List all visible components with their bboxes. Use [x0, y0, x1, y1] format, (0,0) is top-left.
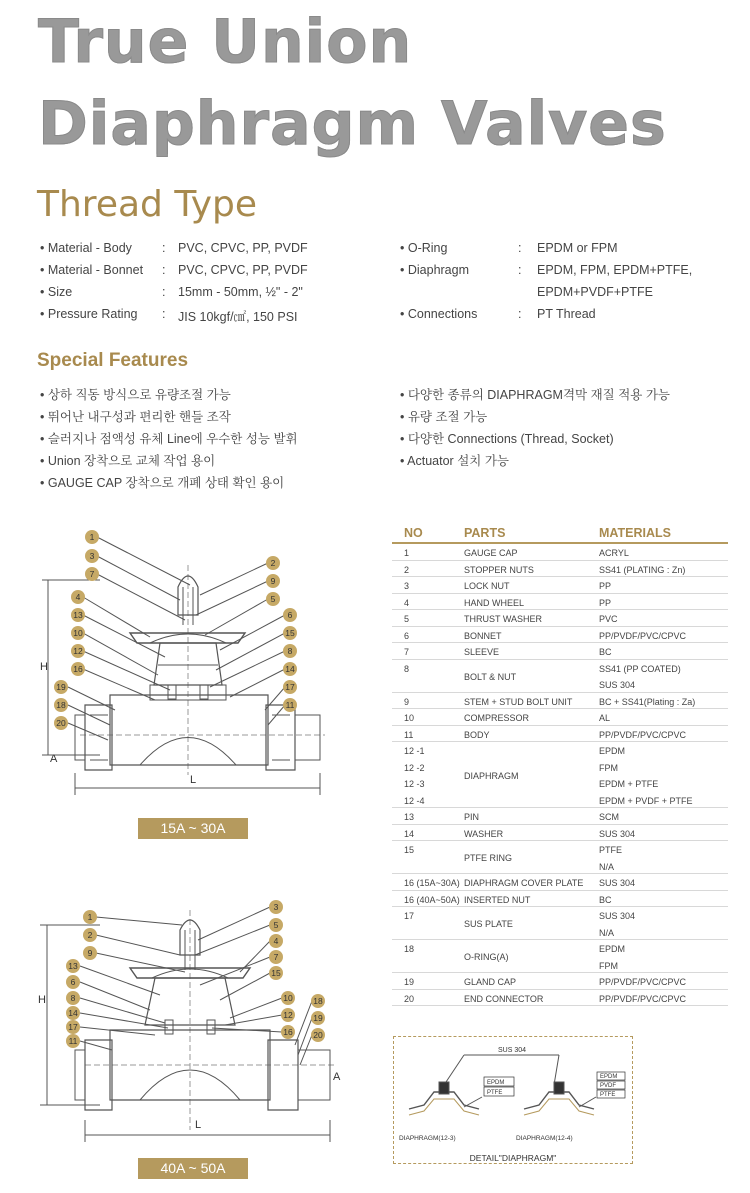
svg-text:9: 9 — [270, 576, 276, 586]
svg-text:5: 5 — [270, 594, 276, 604]
cell-material: PP — [599, 597, 612, 608]
spec-label: • Connections — [400, 307, 478, 321]
table-row — [392, 940, 728, 973]
detail-tag: EPDM — [600, 1074, 618, 1080]
spec-size: • Size : 15mm - 50mm, ½" - 2" — [40, 285, 303, 299]
table-row — [392, 726, 728, 743]
table-row — [392, 643, 728, 660]
special-features-title: Special Features — [37, 350, 189, 371]
cell-no: 2 — [404, 564, 410, 575]
dim-a-label: A — [333, 1071, 341, 1083]
table-row — [392, 825, 728, 842]
cell-part: WASHER — [464, 828, 504, 839]
cell-part: BODY — [464, 729, 490, 740]
cell-no: 7 — [404, 647, 410, 657]
table-row — [392, 907, 728, 940]
svg-text:13: 13 — [68, 961, 78, 971]
cell-part: STEM + STUD BOLT UNIT — [464, 696, 573, 707]
svg-text:4: 4 — [75, 592, 81, 602]
cell-material: PP — [599, 581, 612, 591]
cell-no: 12 -2 — [404, 762, 425, 773]
cell-material: SS41 (PLATING : Zn) — [599, 564, 686, 575]
table-row — [392, 709, 728, 726]
svg-text:2: 2 — [87, 930, 93, 940]
detail-tag: PTFE — [600, 1092, 616, 1098]
spec-value: JIS 10kgf/㎠, 150 PSI — [178, 310, 298, 324]
cell-material: PTFE — [599, 845, 623, 855]
svg-text:17: 17 — [68, 1022, 78, 1032]
svg-text:1: 1 — [89, 532, 95, 542]
table-row — [392, 561, 728, 578]
cell-part: SLEEVE — [464, 647, 500, 657]
svg-text:11: 11 — [68, 1036, 78, 1046]
cell-material: BC + SS41(Plating : Za) — [599, 696, 696, 707]
cell-no: 11 — [404, 729, 414, 740]
diaphragm-detail-drawing — [394, 1037, 630, 1161]
svg-text:3: 3 — [89, 551, 95, 561]
svg-text:7: 7 — [273, 952, 279, 962]
spec-value: EPDM, FPM, EPDM+PTFE, — [537, 263, 693, 277]
table-row — [392, 594, 728, 611]
detail-title: DETAIL"DIAPHRAGM" — [469, 1153, 557, 1163]
svg-text:13: 13 — [73, 610, 83, 620]
cell-part: GAUGE CAP — [464, 548, 518, 558]
cell-material: FPM — [599, 960, 618, 971]
cell-no: 5 — [404, 614, 410, 624]
spec-value: 15mm - 50mm, ½" - 2" — [178, 285, 303, 299]
table-row — [392, 610, 728, 627]
cell-part: BOLT & NUT — [464, 671, 517, 682]
cell-material: ACRYL — [599, 548, 629, 558]
feature-item: • 슬러지나 점액성 유체 Line에 우수한 성능 발휘 — [40, 432, 298, 446]
parts-table-body — [392, 544, 728, 1006]
svg-text:2: 2 — [270, 558, 276, 568]
header-materials: MATERIALS — [599, 526, 671, 540]
cell-material: N/A — [599, 861, 615, 872]
svg-text:19: 19 — [313, 1013, 323, 1023]
spec-value: PVC, CPVC, PP, PVDF — [178, 241, 308, 255]
page-title-line-1: True Union — [38, 7, 413, 77]
detail-sus304-label: SUS 304 — [497, 1047, 527, 1054]
detail-tag: EPDM — [487, 1080, 505, 1086]
spec-o-ring: • O-Ring : EPDM or FPM — [400, 241, 618, 255]
spec-value: PVC, CPVC, PP, PVDF — [178, 263, 308, 277]
valve-drawing-40a-50a — [30, 900, 350, 1145]
header-no: NO — [404, 526, 423, 540]
spec-value: EPDM or FPM — [537, 241, 618, 255]
table-row — [392, 660, 728, 693]
detail-caption-right: DIAPHRAGM(12-4) — [516, 1135, 573, 1142]
spec-label: • O-Ring — [400, 241, 448, 255]
spec-material-bonnet: • Material - Bonnet : PVC, CPVC, PP, PVDF — [40, 263, 308, 277]
svg-text:3: 3 — [273, 902, 279, 912]
feature-item: • 뛰어난 내구성과 편리한 핸들 조작 — [40, 410, 231, 424]
table-row — [392, 808, 728, 825]
cell-material: EPDM + PTFE — [599, 779, 659, 789]
callout-right — [269, 900, 325, 1042]
svg-text:10: 10 — [73, 628, 83, 638]
cell-material: PP/PVDF/PVC/CPVC — [599, 630, 687, 641]
cell-material: EPDM — [599, 944, 626, 954]
cell-part: SUS PLATE — [464, 919, 513, 930]
svg-text:1: 1 — [87, 912, 93, 922]
spec-connections: • Connections : PT Thread — [400, 307, 596, 321]
cell-material: FPM — [599, 762, 618, 773]
dim-l-label: L — [195, 1119, 202, 1131]
dim-l-label: L — [190, 774, 197, 786]
detail-caption-left: DIAPHRAGM(12-3) — [399, 1135, 456, 1142]
svg-text:9: 9 — [87, 948, 93, 958]
detail-tag: PVDF — [600, 1083, 617, 1089]
spec-label: • Diaphragm — [400, 263, 469, 277]
page-title-line-2: Diaphragm Valves — [38, 89, 667, 159]
svg-text:18: 18 — [313, 996, 323, 1006]
cell-no: 9 — [404, 696, 410, 707]
cell-material: BC — [599, 647, 612, 657]
cell-material: N/A — [599, 927, 615, 938]
spec-value-2: EPDM+PVDF+PTFE — [537, 285, 653, 299]
svg-text:18: 18 — [56, 700, 66, 710]
parts-table-header — [392, 518, 728, 544]
spec-pressure-rating: • Pressure Rating : JIS 10kgf/㎠, 150 PSI — [40, 307, 298, 324]
dim-h-label: H — [38, 994, 46, 1006]
cell-part: PIN — [464, 812, 480, 822]
cell-no: 3 — [404, 581, 410, 591]
cell-part: HAND WHEEL — [464, 597, 525, 608]
cell-material: PP/PVDF/PVC/CPVC — [599, 993, 687, 1004]
svg-text:8: 8 — [287, 646, 293, 656]
svg-text:6: 6 — [70, 977, 76, 987]
dim-h-label: H — [40, 661, 48, 673]
svg-text:10: 10 — [283, 993, 293, 1003]
table-row — [392, 891, 728, 908]
spec-label: • Material - Bonnet — [40, 263, 144, 277]
cell-part: PTFE RING — [464, 853, 513, 864]
cell-material: EPDM — [599, 746, 626, 756]
cell-material: SS41 (PP COATED) — [599, 663, 681, 674]
cell-material: SUS 304 — [599, 828, 636, 839]
table-row — [392, 544, 728, 561]
cell-no: 14 — [404, 828, 415, 839]
table-row — [392, 742, 728, 808]
subtitle-thread-type: Thread Type — [37, 184, 258, 225]
svg-text:12: 12 — [73, 646, 83, 656]
cell-part: DIAPHRAGM COVER PLATE — [464, 878, 584, 888]
cell-no: 1 — [404, 548, 410, 558]
svg-text:7: 7 — [89, 569, 95, 579]
cell-material: SUS 304 — [599, 878, 636, 888]
svg-text:19: 19 — [56, 682, 66, 692]
cell-part: BONNET — [464, 630, 502, 641]
cell-material: PVC — [599, 614, 618, 624]
table-row — [392, 973, 728, 990]
detail-tag: PTFE — [487, 1090, 503, 1096]
callout-right — [266, 556, 297, 712]
cell-no: 8 — [404, 663, 410, 674]
spec-label: • Pressure Rating — [40, 307, 138, 321]
cell-no: 16 (15A~30A) — [404, 878, 460, 888]
cell-material: PP/PVDF/PVC/CPVC — [599, 977, 687, 987]
svg-text:11: 11 — [285, 700, 295, 710]
spec-material-body: • Material - Body : PVC, CPVC, PP, PVDF — [40, 241, 308, 255]
feature-item: • 상하 직동 방식으로 유량조절 가능 — [40, 388, 231, 402]
svg-text:15: 15 — [271, 968, 281, 978]
svg-text:14: 14 — [285, 664, 295, 674]
cell-part: LOCK NUT — [464, 581, 510, 591]
cell-part: STOPPER NUTS — [464, 564, 534, 575]
valve-drawing-15a-30a — [40, 525, 340, 805]
detail-diaphragm-box — [393, 1036, 633, 1164]
cell-material: SUS 304 — [599, 911, 636, 921]
feature-item: • Union 장착으로 교체 작업 용이 — [40, 454, 216, 468]
cell-part: GLAND CAP — [464, 977, 517, 987]
cell-no: 16 (40A~50A) — [404, 894, 460, 905]
table-row — [392, 874, 728, 891]
cell-material: AL — [599, 713, 611, 723]
spec-label: • Material - Body — [40, 241, 132, 255]
dim-a-label: A — [50, 753, 58, 765]
size-tag-40a-50a: 40A ~ 50A — [138, 1158, 248, 1179]
cell-no: 12 -3 — [404, 779, 425, 789]
cell-no: 6 — [404, 630, 410, 641]
svg-text:16: 16 — [73, 664, 83, 674]
svg-text:16: 16 — [283, 1027, 293, 1037]
cell-no: 19 — [404, 977, 415, 987]
svg-text:8: 8 — [70, 993, 76, 1003]
feature-item: • 다양한 종류의 DIAPHRAGM격막 재질 적용 가능 — [400, 388, 670, 402]
cell-part: THRUST WASHER — [464, 614, 543, 624]
svg-text:20: 20 — [313, 1030, 323, 1040]
cell-no: 17 — [404, 911, 415, 921]
cell-part: O-RING(A) — [464, 952, 509, 963]
cell-part: INSERTED NUT — [464, 894, 531, 905]
cell-part: DIAPHRAGM — [464, 770, 519, 781]
feature-item: • GAUGE CAP 장착으로 개폐 상태 확인 용이 — [40, 476, 285, 490]
spec-value: PT Thread — [537, 307, 596, 321]
parts-table — [392, 518, 728, 1006]
cell-part: COMPRESSOR — [464, 713, 530, 723]
cell-material: PP/PVDF/PVC/CPVC — [599, 729, 687, 740]
svg-text:17: 17 — [285, 682, 295, 692]
svg-text:20: 20 — [56, 718, 66, 728]
svg-text:15: 15 — [285, 628, 295, 638]
cell-no: 13 — [404, 812, 415, 822]
cell-no: 4 — [404, 597, 410, 608]
svg-text:12: 12 — [283, 1010, 293, 1020]
size-tag-15a-30a: 15A ~ 30A — [138, 818, 248, 839]
cell-material: EPDM + PVDF + PTFE — [599, 795, 693, 806]
table-row — [392, 627, 728, 644]
table-row — [392, 577, 728, 594]
svg-text:6: 6 — [287, 610, 293, 620]
svg-text:14: 14 — [68, 1008, 78, 1018]
cell-no: 18 — [404, 944, 415, 954]
svg-text:4: 4 — [273, 936, 279, 946]
spec-label: • Size — [40, 285, 73, 299]
cell-part: END CONNECTOR — [464, 993, 544, 1004]
callout-left — [54, 530, 99, 730]
spec-diaphragm: • Diaphragm : EPDM, FPM, EPDM+PTFE, EPDM+PVDF+PTFE — [400, 263, 693, 299]
cell-no: 20 — [404, 993, 415, 1004]
table-row — [392, 693, 728, 710]
cell-no: 12 -4 — [404, 795, 425, 806]
feature-item: • Actuator 설치 가능 — [400, 454, 509, 468]
cell-material: BC — [599, 894, 612, 905]
table-row — [392, 990, 728, 1007]
cell-material: SUS 304 — [599, 680, 636, 690]
cell-material: SCM — [599, 812, 619, 822]
cell-no: 12 -1 — [404, 746, 425, 756]
header-parts: PARTS — [464, 526, 506, 540]
cell-no: 10 — [404, 713, 415, 723]
cell-no: 15 — [404, 845, 415, 855]
feature-item: • 다양한 Connections (Thread, Socket) — [400, 432, 614, 446]
table-row — [392, 841, 728, 874]
svg-text:5: 5 — [273, 920, 279, 930]
feature-item: • 유량 조절 가능 — [400, 410, 488, 424]
